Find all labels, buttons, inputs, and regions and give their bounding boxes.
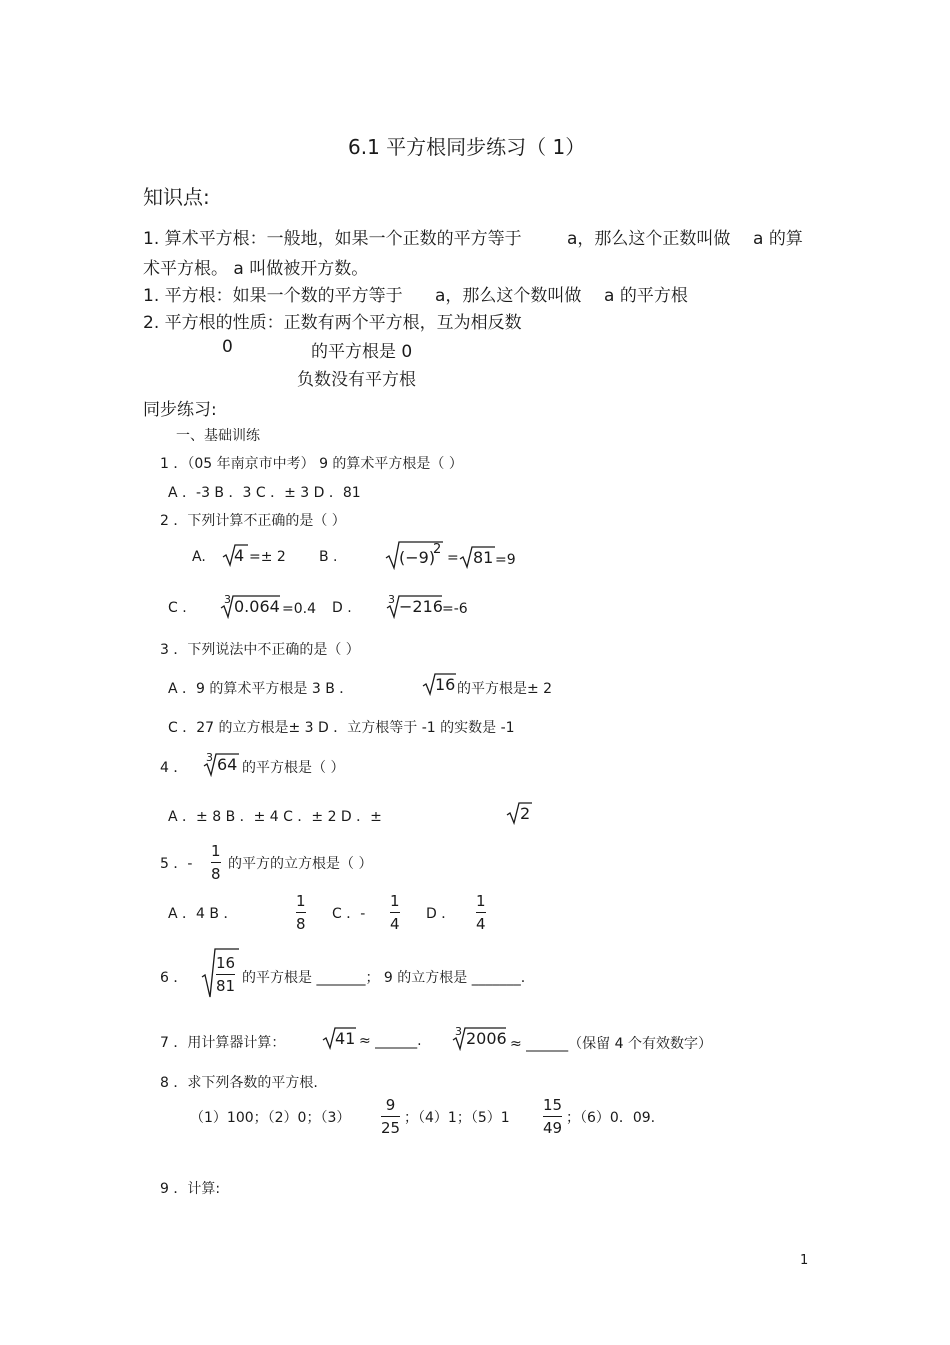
q4-number: 4 ． xyxy=(160,760,188,776)
practice-heading: 同步练习: xyxy=(143,400,217,420)
q5-fraction xyxy=(211,840,221,885)
q5-d-denominator: 4 xyxy=(476,915,486,933)
question-9: 9 ．计算: xyxy=(160,1181,221,1197)
q2-d-index: 3 xyxy=(388,593,395,606)
q5-option-b-fraction xyxy=(296,890,306,935)
q2-option-b-radical-2 xyxy=(459,545,495,573)
q5-option-d: D ． xyxy=(426,906,456,922)
q2-option-d-radical xyxy=(386,593,442,623)
section-basic-training: 一、基础训练 xyxy=(176,428,260,444)
q2-option-c-radical xyxy=(220,593,280,623)
q6-radical xyxy=(201,947,239,1003)
q2-b-exponent: 2 xyxy=(433,542,442,557)
q2-c-index: 3 xyxy=(224,593,231,606)
q6-numerator: 16 xyxy=(216,954,236,972)
q8-f1-numerator: 9 xyxy=(385,1096,396,1114)
q4-radicand: 64 xyxy=(217,755,238,774)
q6-denominator: 81 xyxy=(216,977,236,995)
q2-d-radicand: −216 xyxy=(399,597,443,616)
q5-fraction-denominator: 8 xyxy=(211,865,221,883)
q5-number: 5 ．- xyxy=(160,856,193,872)
q5-fraction-numerator: 1 xyxy=(211,842,221,860)
q4-text: 的平方根是（ ） xyxy=(242,760,345,776)
q3-option-a: A ．9 的算术平方根是 3 B ． xyxy=(168,681,354,697)
q8-f2-numerator: 15 xyxy=(543,1096,563,1114)
q8-part-a: （1）100；（2）0；（3） xyxy=(190,1110,351,1126)
q2-option-b-radical xyxy=(385,540,443,574)
q4-index: 3 xyxy=(206,751,213,764)
q2-option-b-label: B . xyxy=(319,549,338,565)
q5-option-d-fraction xyxy=(476,890,486,935)
page-number: 1 xyxy=(800,1253,809,1268)
knowledge-line-3c: a 的平方根 xyxy=(604,286,688,306)
question-3: 3 ．下列说法中不正确的是（ ） xyxy=(160,642,360,658)
q2-b-radicand-2: 81 xyxy=(473,548,494,567)
page-title: 6.1 平方根同步练习（ 1） xyxy=(348,135,586,159)
q7-radical xyxy=(322,1026,356,1054)
knowledge-line-1c: a 的算 xyxy=(753,229,803,249)
knowledge-line-5a: 0 xyxy=(222,337,233,357)
q7-radicand: 41 xyxy=(335,1029,356,1048)
q2-a-radicand: 4 xyxy=(234,546,245,565)
q6-fraction xyxy=(216,952,235,997)
q4-radical xyxy=(203,751,239,781)
q2-option-c-label: C . xyxy=(168,600,187,616)
question-2: 2 ．下列计算不正确的是（ ） xyxy=(160,513,346,529)
q5-option-a: A ．4 B ． xyxy=(168,906,238,922)
q2-option-d-result: =-6 xyxy=(442,601,468,617)
question-8: 8 ．求下列各数的平方根. xyxy=(160,1075,318,1091)
q8-fraction-2 xyxy=(543,1094,562,1139)
q2-b-radicand: (−9) xyxy=(399,548,436,567)
q4-option-d-radical xyxy=(506,801,532,829)
q8-f1-denominator: 25 xyxy=(381,1119,401,1137)
q2-option-b-equals: = xyxy=(447,550,459,566)
q2-option-d-label: D . xyxy=(332,600,352,616)
knowledge-line-3a: 1. 平方根：如果一个数的平方等于 xyxy=(143,286,403,306)
q2-option-b-result: =9 xyxy=(495,552,516,568)
knowledge-line-3b: a，那么这个数叫做 xyxy=(435,286,582,306)
q5-d-numerator: 1 xyxy=(476,892,486,910)
q8-part-c: ；（6）0．09. xyxy=(566,1110,656,1126)
q5-c-denominator: 4 xyxy=(390,915,400,933)
knowledge-line-4: 2. 平方根的性质：正数有两个平方根，互为相反数 xyxy=(143,313,522,333)
q4-options: A ．± 8 B ．± 4 C ．± 2 D ．± xyxy=(168,809,382,825)
q8-f2-denominator: 49 xyxy=(543,1119,563,1137)
q8-fraction-1 xyxy=(381,1094,400,1139)
q2-option-c-result: =0.4 xyxy=(282,601,316,617)
question-1-options: A ．-3 B ．3 C ．± 3 D ．81 xyxy=(168,485,361,501)
q5-option-c-fraction xyxy=(390,890,400,935)
q2-c-radicand: 0.064 xyxy=(234,597,280,616)
knowledge-line-5b: 的平方根是 0 xyxy=(311,342,413,362)
q6-number: 6 ． xyxy=(160,970,188,986)
q6-text: 的平方根是 _______； 9 的立方根是 _______. xyxy=(242,970,526,986)
q5-b-numerator: 1 xyxy=(296,892,306,910)
knowledge-line-1b: a，那么这个正数叫做 xyxy=(567,229,731,249)
q2-option-a-result: =± 2 xyxy=(249,549,286,565)
q5-option-c: C ．- xyxy=(332,906,366,922)
knowledge-line-1a: 1. 算术平方根：一般地，如果一个正数的平方等于 xyxy=(143,229,522,249)
knowledge-line-6: 负数没有平方根 xyxy=(297,370,416,390)
q3-b-radicand: 16 xyxy=(435,675,456,694)
q3-options-c-d: C ．27 的立方根是± 3 D ．立方根等于 -1 的实数是 -1 xyxy=(168,720,515,736)
q4-d-radicand: 2 xyxy=(520,804,531,823)
q5-c-numerator: 1 xyxy=(390,892,400,910)
knowledge-heading: 知识点: xyxy=(143,185,210,209)
q7-text: 7 ．用计算器计算： xyxy=(160,1035,286,1051)
q2-option-a-radical xyxy=(222,543,248,571)
q7-cube-radical xyxy=(452,1025,506,1055)
q7-approx-2: ≈ ______（保留 4 个有效数字） xyxy=(510,1036,712,1052)
q3-option-b-radical xyxy=(422,672,456,700)
knowledge-line-2: 术平方根。 a 叫做被开方数。 xyxy=(143,259,369,279)
q5-b-denominator: 8 xyxy=(296,915,306,933)
q7-approx-1: ≈ ______. xyxy=(359,1033,422,1049)
q2-option-a-label: A. xyxy=(192,549,206,565)
q8-part-b: ；（4）1；（5）1 xyxy=(404,1110,510,1126)
q3-option-b-result: 的平方根是± 2 xyxy=(457,681,553,697)
question-1: 1 ．（05 年南京市中考） 9 的算术平方根是（ ） xyxy=(160,456,463,472)
q7-radicand-2: 2006 xyxy=(466,1029,507,1048)
q7-index: 3 xyxy=(455,1025,462,1038)
q5-text: 的平方的立方根是（ ） xyxy=(228,856,373,872)
